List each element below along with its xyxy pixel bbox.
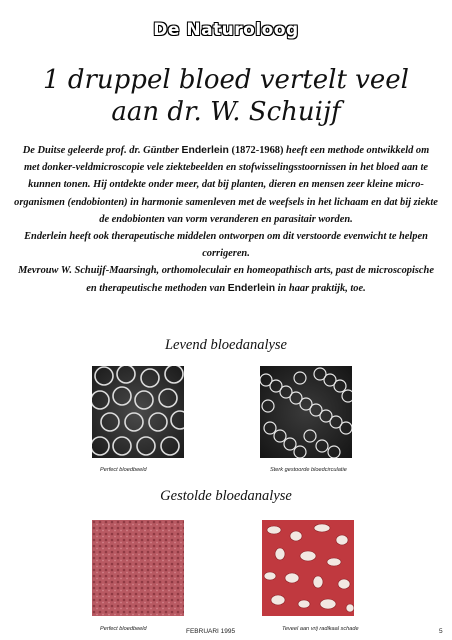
section-title-dried: Gestolde bloedanalyse: [160, 488, 292, 504]
article-intro: [14, 142, 438, 297]
caption-disturbed-circulation: Sterk gestoorde bloedcirculatie: [270, 467, 347, 473]
intro-text-c1: Mevrouw W. Schuijf-Maarsingh, orthomoleculair en homeopathisch arts, past de microscopische en therapeutische methoden van: [18, 265, 434, 294]
masthead-logo: De Naturoloog: [153, 20, 299, 40]
headline-line-1: 1 druppel bloed vertelt veel: [43, 65, 409, 95]
intro-text-a1: De Duitse geleerde prof. dr. Güntber: [22, 145, 182, 156]
intro-name-enderlein-2: Enderlein: [227, 282, 276, 294]
headline-line-2: aan dr. W. Schuijf: [111, 97, 341, 127]
caption-perfect-living: Perfect bloedbeeld: [100, 467, 147, 473]
intro-text-c2: in haar praktijk, toe.: [275, 282, 366, 294]
photo-perfect-dried-blood: [92, 520, 184, 616]
intro-name-enderlein: Enderlein: [181, 145, 229, 156]
photo-disturbed-circulation: [260, 366, 352, 458]
footer-issue-date: FEBRUARI 1995: [186, 628, 236, 635]
photo-perfect-living-blood: [92, 366, 184, 458]
photo-free-radical-damage: [262, 520, 354, 616]
intro-text-a2: heeft een methode ontwikkeld om met donker-veldmicroscopie vele ziektebeelden en stofwisselingsstoornissen in het bloed aan te kunnen tonen. Hij ontdekte onder meer, dat bij planten, dieren en mensen zeer kleine micro-organismen (endobionten) in harmonie samenleven met de weefsels in het lichaam en dat bij ziekte de endobionten van vorm veranderen en parasitair worden.: [14, 145, 438, 225]
intro-text-b: Enderlein heeft ook therapeutische middelen ontworpen om dit verstoorde evenwicht te helpen corrigeren.: [24, 231, 428, 260]
article-headline: [20, 64, 432, 128]
intro-years: (1872-1968): [228, 145, 284, 156]
section-title-living: Levend bloedanalyse: [164, 337, 287, 353]
caption-free-radical-damage: Teveel aan vrij radikaal schade: [282, 626, 359, 632]
footer-page-number: 5: [439, 628, 443, 635]
caption-perfect-dried: Perfect bloedbeeld: [100, 626, 147, 632]
